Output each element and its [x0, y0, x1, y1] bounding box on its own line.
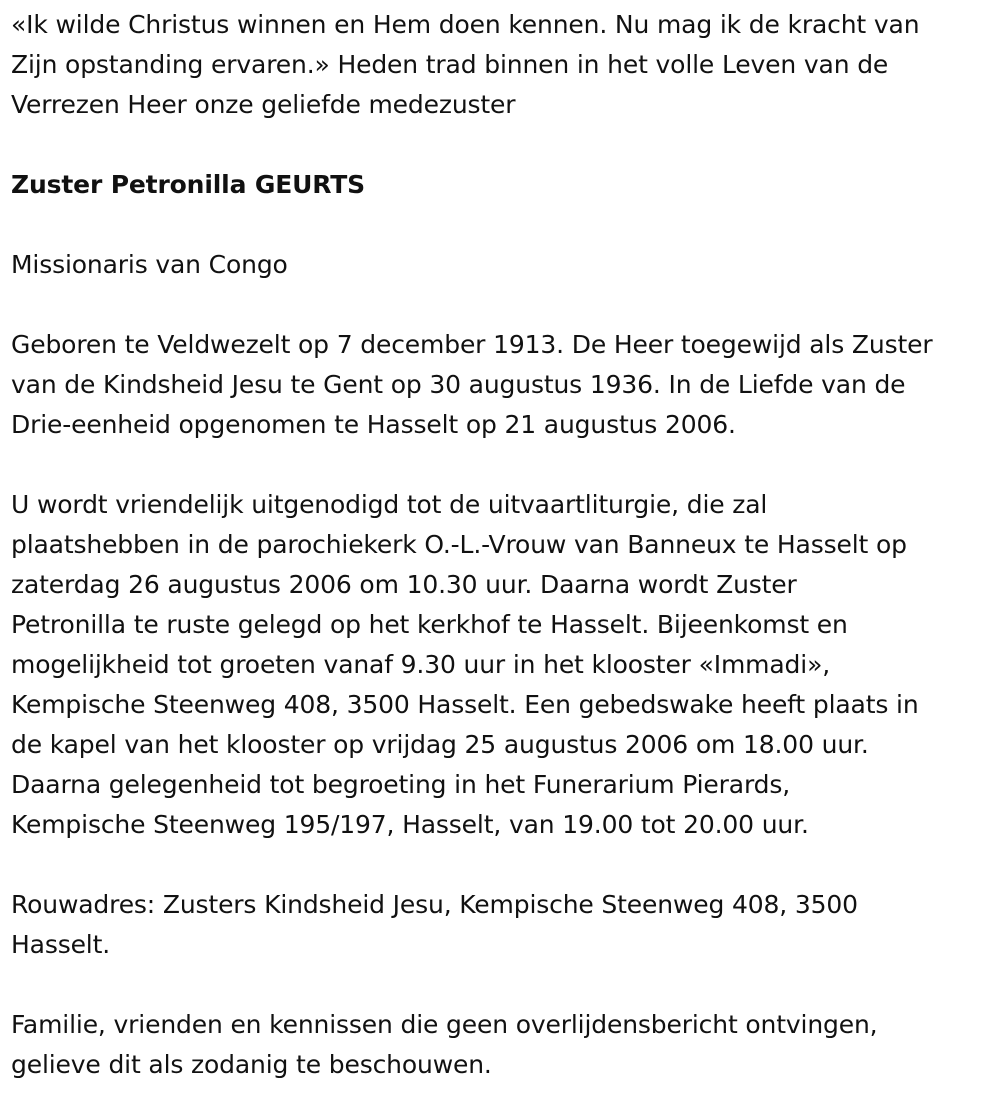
funeral-line: zaterdag 26 augustus 2006 om 10.30 uur. Daarna wordt Zuster [11, 570, 797, 599]
funeral-line: plaatshebben in de parochiekerk O.-L.-Vrouw van Banneux te Hasselt op [11, 530, 907, 559]
address-paragraph [11, 885, 990, 965]
funeral-line: de kapel van het klooster op vrijdag 25 augustus 2006 om 18.00 uur. [11, 730, 869, 759]
spacer [11, 445, 990, 485]
funeral-paragraph [11, 485, 990, 845]
bio-paragraph [11, 325, 990, 445]
spacer [11, 285, 990, 325]
funeral-line: Petronilla te ruste gelegd op het kerkhof te Hasselt. Bijeenkomst en [11, 610, 848, 639]
funeral-line: Kempische Steenweg 195/197, Hasselt, van 19.00 tot 20.00 uur. [11, 810, 809, 839]
bio-line: Drie-eenheid opgenomen te Hasselt op 21 augustus 2006. [11, 410, 736, 439]
intro-line: Zijn opstanding ervaren.» Heden trad binnen in het volle Leven van de [11, 50, 889, 79]
intro-line: «Ik wilde Christus winnen en Hem doen kennen. Nu mag ik de kracht van [11, 10, 920, 39]
funeral-line: Daarna gelegenheid tot begroeting in het Funerarium Pierards, [11, 770, 791, 799]
bio-line: Geboren te Veldwezelt op 7 december 1913. De Heer toegewijd als Zuster [11, 330, 933, 359]
funeral-line: U wordt vriendelijk uitgenodigd tot de uitvaartliturgie, die zal [11, 490, 768, 519]
funeral-line: Kempische Steenweg 408, 3500 Hasselt. Een gebedswake heeft plaats in [11, 690, 919, 719]
bio-line: van de Kindsheid Jesu te Gent op 30 augustus 1936. In de Liefde van de [11, 370, 906, 399]
funeral-line: mogelijkheid tot groeten vanaf 9.30 uur in het klooster «Immadi», [11, 650, 831, 679]
deceased-name: Zuster Petronilla GEURTS [11, 170, 366, 199]
address-line: Rouwadres: Zusters Kindsheid Jesu, Kempische Steenweg 408, 3500 [11, 890, 858, 919]
address-line: Hasselt. [11, 930, 111, 959]
intro-paragraph [11, 5, 990, 125]
closing-paragraph [11, 1005, 990, 1085]
role-line: Missionaris van Congo [11, 250, 288, 279]
intro-line: Verrezen Heer onze geliefde medezuster [11, 90, 516, 119]
spacer [11, 125, 990, 165]
spacer [11, 205, 990, 245]
closing-line: gelieve dit als zodanig te beschouwen. [11, 1050, 492, 1079]
closing-line: Familie, vrienden en kennissen die geen overlijdensbericht ontvingen, [11, 1010, 878, 1039]
spacer [11, 965, 990, 1005]
spacer [11, 845, 990, 885]
